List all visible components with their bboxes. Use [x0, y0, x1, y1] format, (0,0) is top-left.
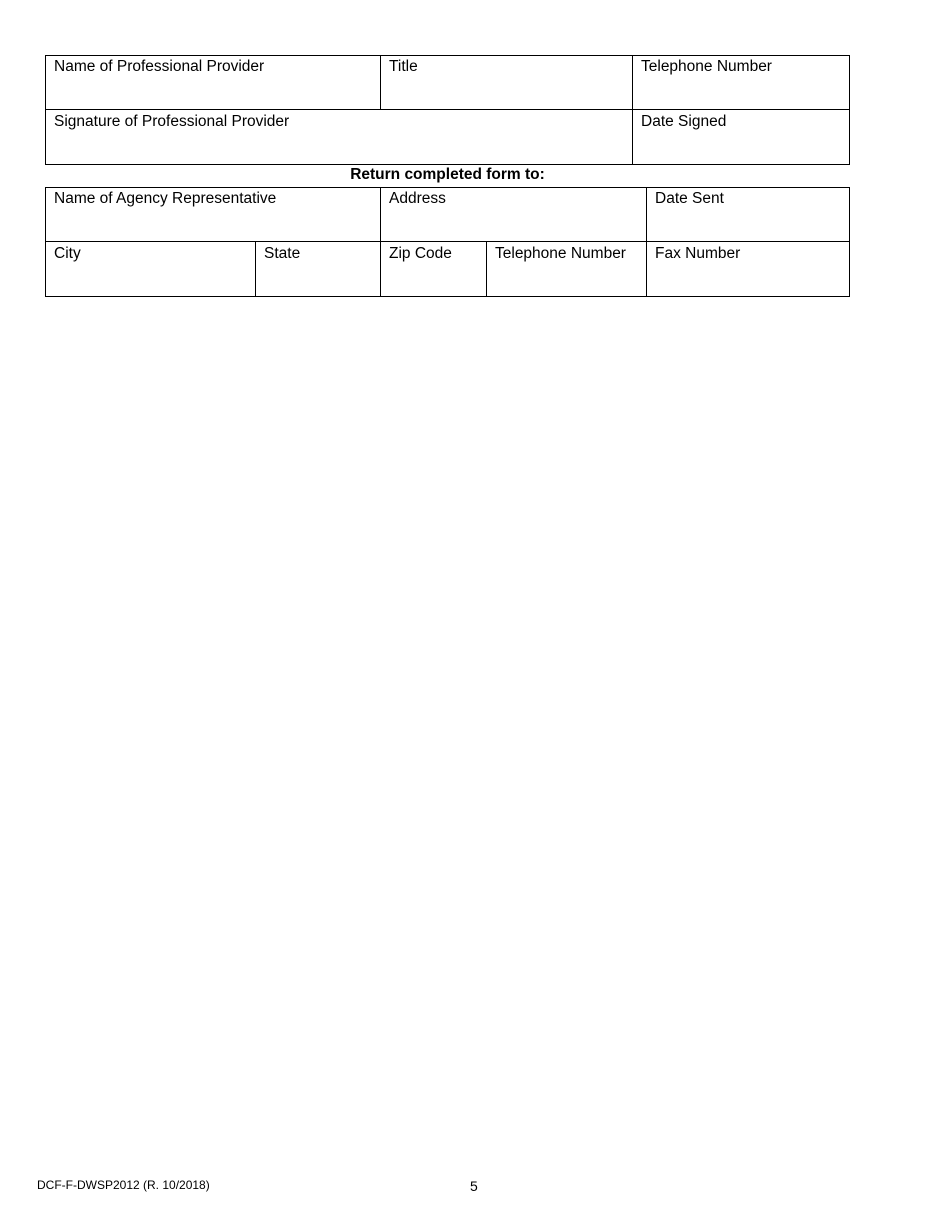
provider-telephone-field[interactable]: [633, 56, 849, 109]
provider-title-field[interactable]: [381, 56, 632, 109]
agency-telephone-field[interactable]: [487, 243, 646, 296]
city-field[interactable]: [46, 243, 255, 296]
page-number: 5: [470, 1178, 478, 1194]
agency-rep-label: Name of Agency Representative: [54, 190, 277, 207]
provider-telephone-label: Telephone Number: [641, 58, 772, 75]
agency-telephone-label: Telephone Number: [495, 245, 626, 262]
provider-signature-label: Signature of Professional Provider: [54, 113, 290, 130]
form-id: DCF-F-DWSP2012 (R. 10/2018): [37, 1178, 210, 1192]
return-heading: Return completed form to:: [350, 166, 545, 183]
fax-number-label: Fax Number: [655, 245, 741, 262]
provider-title-label: Title: [389, 58, 418, 75]
zip-code-label: Zip Code: [389, 245, 452, 262]
zip-code-field[interactable]: [381, 243, 486, 296]
provider-signature-field[interactable]: [46, 111, 632, 164]
provider-name-field[interactable]: [46, 56, 380, 109]
address-label: Address: [389, 190, 446, 207]
state-label: State: [264, 245, 301, 262]
date-sent-label: Date Sent: [655, 190, 724, 207]
date-signed-field[interactable]: [633, 111, 849, 164]
fax-number-field[interactable]: [647, 243, 849, 296]
return-table-row-divider: [45, 241, 850, 242]
date-signed-label: Date Signed: [641, 113, 727, 130]
provider-table-row-divider: [45, 109, 850, 110]
state-field[interactable]: [256, 243, 380, 296]
city-label: City: [54, 245, 81, 262]
address-field[interactable]: [381, 188, 646, 241]
agency-rep-field[interactable]: [46, 188, 380, 241]
date-sent-field[interactable]: [647, 188, 849, 241]
provider-name-label: Name of Professional Provider: [54, 58, 265, 75]
